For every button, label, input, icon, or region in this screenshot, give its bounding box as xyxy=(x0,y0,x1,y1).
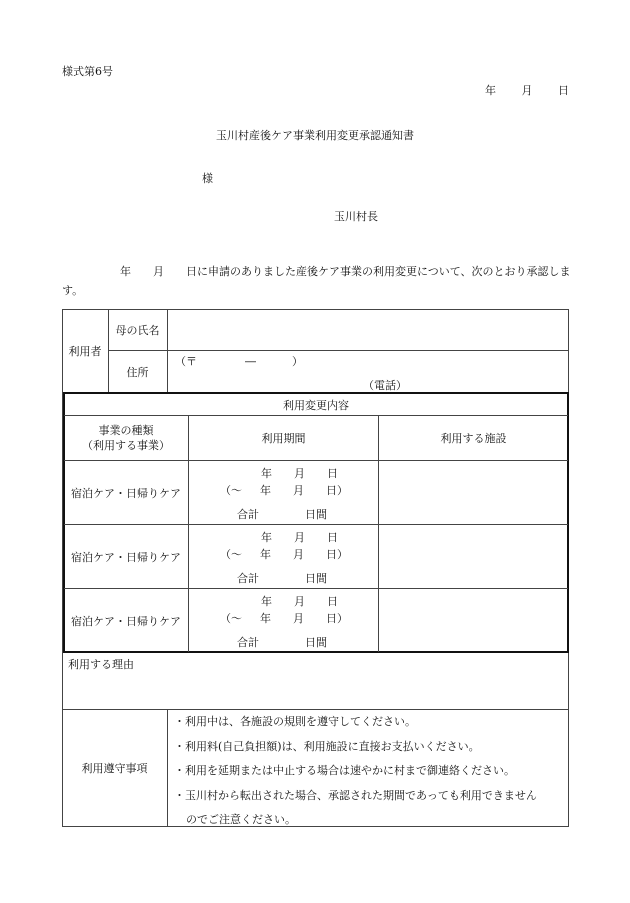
service-type-header: 事業の種類 （利用する事業） xyxy=(82,424,170,452)
period-end-date: （～ 年 月 日） xyxy=(220,612,348,625)
body-text xyxy=(62,262,572,300)
rule-item: ・玉川村から転出された場合、承認された期間であっても利用できません xyxy=(174,788,537,802)
address-label: 住所 xyxy=(126,365,149,379)
period-end-date: （～ 年 月 日） xyxy=(220,484,348,497)
facility-cell[interactable] xyxy=(379,461,568,524)
body-sentence: 日に申請のありました産後ケア事業の利用変更について、次のとおり承認します。 xyxy=(62,265,571,297)
issuer-name: 玉川村長 xyxy=(334,210,378,223)
period-total: 合計 日間 xyxy=(237,508,327,521)
mother-name-field[interactable] xyxy=(168,310,568,350)
rule-item: ・利用中は、各施設の規則を遵守してください。 xyxy=(174,715,416,728)
rules-label: 利用遵守事項 xyxy=(81,762,148,775)
body-month: 月 xyxy=(153,265,164,278)
date-month-label: 月 xyxy=(521,84,533,97)
rule-item-continuation: のでご注意ください。 xyxy=(186,813,296,826)
date-day-label: 日 xyxy=(558,84,569,97)
facility-cell[interactable] xyxy=(379,525,568,588)
postal-code: （〒 ― ） xyxy=(175,355,303,368)
form-number: 様式第6号 xyxy=(62,65,113,78)
period-start-date: 年 月 日 xyxy=(261,595,338,608)
rule-item: ・利用を延期または中止する場合は速やかに村まで御連絡ください。 xyxy=(174,764,515,777)
period-start-date: 年 月 日 xyxy=(261,531,338,544)
facility-header: 利用する施設 xyxy=(440,432,507,445)
service-type-cell: 宿泊ケア・日帰りケア xyxy=(71,550,181,564)
body-year: 年 xyxy=(120,265,131,278)
date-year-label: 年 xyxy=(485,84,496,97)
period-end-date: （～ 年 月 日） xyxy=(220,548,348,561)
period-start-date: 年 月 日 xyxy=(261,467,338,480)
period-total: 合計 日間 xyxy=(237,636,327,649)
usage-period-header: 利用期間 xyxy=(261,432,306,445)
reason-label: 利用する理由 xyxy=(68,658,134,671)
phone-label: （電話） xyxy=(363,379,407,392)
document-title: 玉川村産後ケア事業利用変更承認通知書 xyxy=(216,129,414,142)
service-type-cell: 宿泊ケア・日帰りケア xyxy=(71,486,181,500)
mother-name-label: 母の氏名 xyxy=(115,323,160,337)
reason-field[interactable] xyxy=(64,672,568,708)
rules-list xyxy=(174,710,537,833)
period-total: 合計 日間 xyxy=(237,572,327,585)
change-content-heading: 利用変更内容 xyxy=(283,398,349,412)
user-label: 利用者 xyxy=(68,344,102,358)
facility-cell[interactable] xyxy=(379,589,568,652)
recipient-suffix: 様 xyxy=(202,172,213,185)
rule-item: ・利用料(自己負担額)は、利用施設に直接お支払いください。 xyxy=(174,739,480,753)
service-type-cell: 宿泊ケア・日帰りケア xyxy=(71,614,181,628)
issue-date xyxy=(485,82,569,98)
